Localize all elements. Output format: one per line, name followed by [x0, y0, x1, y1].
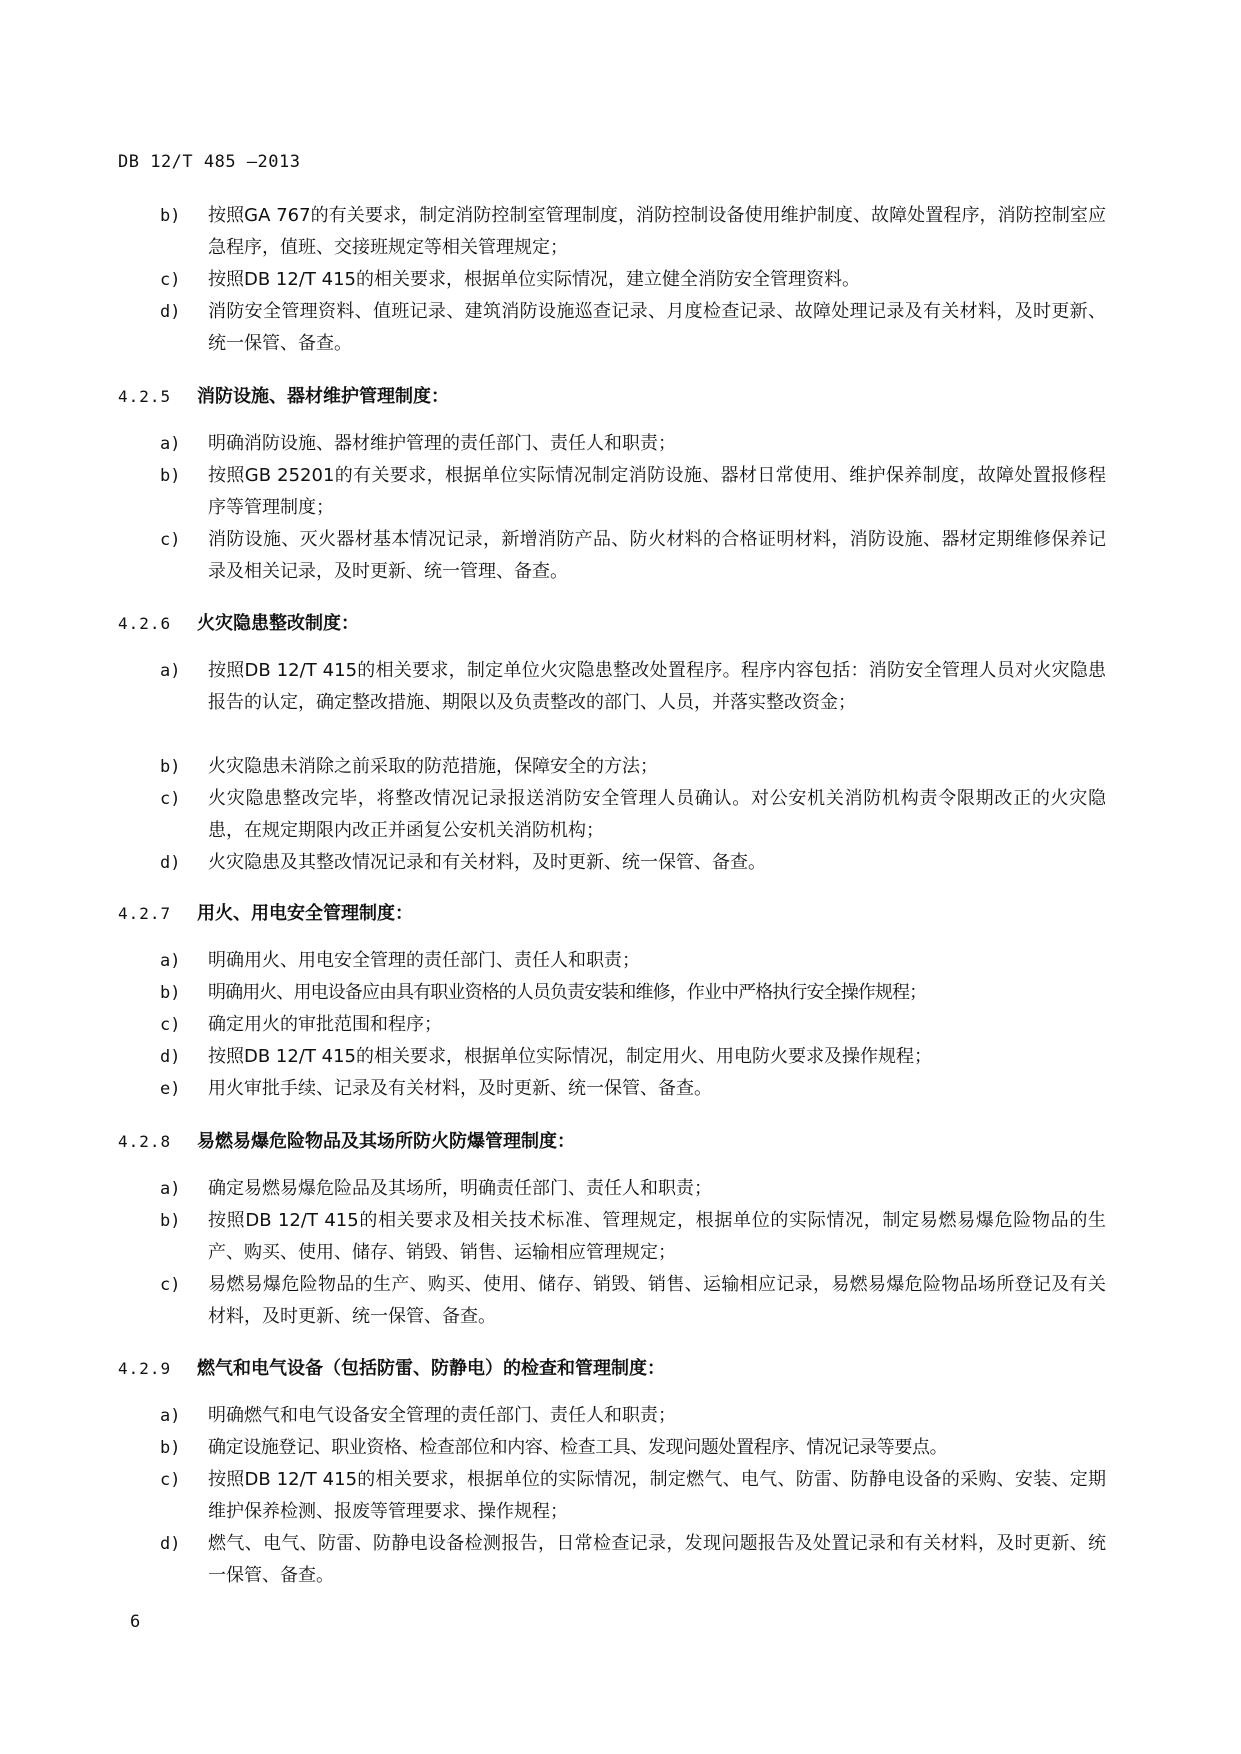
list-text: 按照DB 12/T 415的相关要求，制定单位火灾隐患整改处置程序。程序内容包括：消防安全管理人员对火灾隐患报告的认定，确定整改措施、期限以及负责整改的部门、人员，并落实整改资金；: [208, 660, 1106, 713]
list-label: a): [160, 1406, 181, 1426]
list-item: [160, 751, 1106, 783]
section-number: 4.2.8: [118, 1132, 172, 1151]
list-label: e): [160, 1079, 181, 1099]
list-text: 按照GB 25201的有关要求，根据单位实际情况制定消防设施、器材日常使用、维护保养制度，故障处置报修程序等管理制度；: [208, 465, 1106, 518]
list-item: [160, 945, 1106, 977]
list-item: [160, 428, 1106, 460]
list-text: 确定易燃易爆危险品及其场所，明确责任部门、责任人和职责；: [208, 1178, 712, 1199]
list-label: b): [160, 1211, 181, 1231]
section-number: 4.2.5: [118, 387, 172, 406]
list-text: 易燃易爆危险物品的生产、购买、使用、储存、销毁、销售、运输相应记录，易燃易爆危险物品场所登记及有关材料，及时更新、统一保管、备查。: [208, 1274, 1106, 1327]
list-item: [160, 1528, 1106, 1592]
list-item: [160, 524, 1106, 588]
list-text: 按照DB 12/T 415的相关要求及相关技术标准、管理规定，根据单位的实际情况，制定易燃易爆危险物品的生产、购买、使用、储存、销毁、销售、运输相应管理规定；: [208, 1210, 1106, 1263]
list-text: 燃气、电气、防雷、防静电设备检测报告，日常检查记录，发现问题报告及处置记录和有关材料，及时更新、统一保管、备查。: [208, 1533, 1106, 1586]
list-item: [160, 460, 1106, 524]
list-label: b): [160, 757, 181, 777]
list-text: 确定设施登记、职业资格、检查部位和内容、检查工具、发现问题处置程序、情况记录等要点。: [208, 1437, 948, 1458]
section-title: 火灾隐患整改制度：: [197, 613, 359, 634]
section-number: 4.2.7: [118, 904, 172, 923]
list-text: 火灾隐患整改完毕，将整改情况记录报送消防安全管理人员确认。对公安机关消防机构责令限期改正的火灾隐患，在规定期限内改正并函复公安机关消防机构；: [208, 788, 1106, 841]
list-label: d): [160, 1534, 181, 1554]
section-number: 4.2.6: [118, 614, 172, 633]
list-item: [160, 264, 1106, 296]
list-text: 按照DB 12/T 415的相关要求，根据单位的实际情况，制定燃气、电气、防雷、防静电设备的采购、安装、定期维护保养检测、报废等管理要求、操作规程；: [208, 1469, 1106, 1522]
list-item: [160, 655, 1106, 719]
list-item: [160, 977, 1106, 1009]
list-item: [160, 1400, 1106, 1432]
list-label: d): [160, 302, 181, 322]
list-text: 明确用火、用电设备应由具有职业资格的人员负责安装和维修，作业中严格执行安全操作规程；: [208, 982, 927, 1003]
list-label: c): [160, 1470, 181, 1490]
section-number: 4.2.9: [118, 1359, 172, 1378]
list-label: a): [160, 1179, 181, 1199]
list-text: 火灾隐患未消除之前采取的防范措施，保障安全的方法；: [208, 756, 658, 777]
list-text: 明确用火、用电安全管理的责任部门、责任人和职责；: [208, 950, 640, 971]
list-item: [160, 1464, 1106, 1528]
list-text: 明确消防设施、器材维护管理的责任部门、责任人和职责；: [208, 433, 676, 454]
section-title: 燃气和电气设备（包括防雷、防静电）的检查和管理制度：: [197, 1358, 665, 1379]
list-text: 按照GA 767的有关要求，制定消防控制室管理制度，消防控制设备使用维护制度、故障处置程序，消防控制室应急程序，值班、交接班规定等相关管理规定；: [208, 205, 1106, 258]
list-item: [160, 1073, 1106, 1105]
list-item: [160, 1041, 1106, 1073]
list-item: [160, 296, 1106, 360]
list-item: [160, 1009, 1106, 1041]
list-label: b): [160, 983, 181, 1003]
section-heading: [118, 1357, 665, 1381]
list-text: 消防设施、灭火器材基本情况记录，新增消防产品、防火材料的合格证明材料，消防设施、器材定期维修保养记录及相关记录，及时更新、统一管理、备查。: [208, 529, 1106, 582]
page-number: 6: [130, 1612, 141, 1632]
list-label: b): [160, 466, 181, 486]
list-label: b): [160, 206, 181, 226]
list-item: [160, 1269, 1106, 1333]
section-heading: [118, 1130, 575, 1154]
list-item: [160, 783, 1106, 847]
list-label: a): [160, 661, 181, 681]
section-title: 用火、用电安全管理制度：: [197, 903, 413, 924]
list-text: 消防安全管理资料、值班记录、建筑消防设施巡查记录、月度检查记录、故障处理记录及有关材料，及时更新、统一保管、备查。: [208, 301, 1106, 354]
list-text: 按照DB 12/T 415的相关要求，根据单位实际情况，建立健全消防安全管理资料。: [208, 269, 860, 290]
section-title: 消防设施、器材维护管理制度：: [197, 386, 449, 407]
list-item: [160, 847, 1106, 879]
document-header: DB 12/T 485 —2013: [118, 152, 301, 172]
list-label: c): [160, 1275, 181, 1295]
list-label: b): [160, 1438, 181, 1458]
section-heading: [118, 385, 449, 409]
list-text: 明确燃气和电气设备安全管理的责任部门、责任人和职责；: [208, 1405, 676, 1426]
list-label: c): [160, 789, 181, 809]
list-label: d): [160, 1047, 181, 1067]
list-label: c): [160, 530, 181, 550]
list-label: a): [160, 434, 181, 454]
list-label: c): [160, 270, 181, 290]
list-label: c): [160, 1015, 181, 1035]
list-label: d): [160, 853, 181, 873]
list-item: [160, 1432, 1106, 1464]
list-text: 火灾隐患及其整改情况记录和有关材料，及时更新、统一保管、备查。: [208, 852, 766, 873]
section-heading: [118, 612, 359, 636]
list-item: [160, 1205, 1106, 1269]
list-text: 用火审批手续、记录及有关材料，及时更新、统一保管、备查。: [208, 1078, 712, 1099]
section-title: 易燃易爆危险物品及其场所防火防爆管理制度：: [197, 1131, 575, 1152]
list-text: 确定用火的审批范围和程序；: [208, 1014, 442, 1035]
list-label: a): [160, 951, 181, 971]
list-text: 按照DB 12/T 415的相关要求，根据单位实际情况，制定用火、用电防火要求及操作规程；: [208, 1046, 932, 1067]
list-item: [160, 200, 1106, 264]
list-item: [160, 1173, 1106, 1205]
section-heading: [118, 902, 413, 926]
